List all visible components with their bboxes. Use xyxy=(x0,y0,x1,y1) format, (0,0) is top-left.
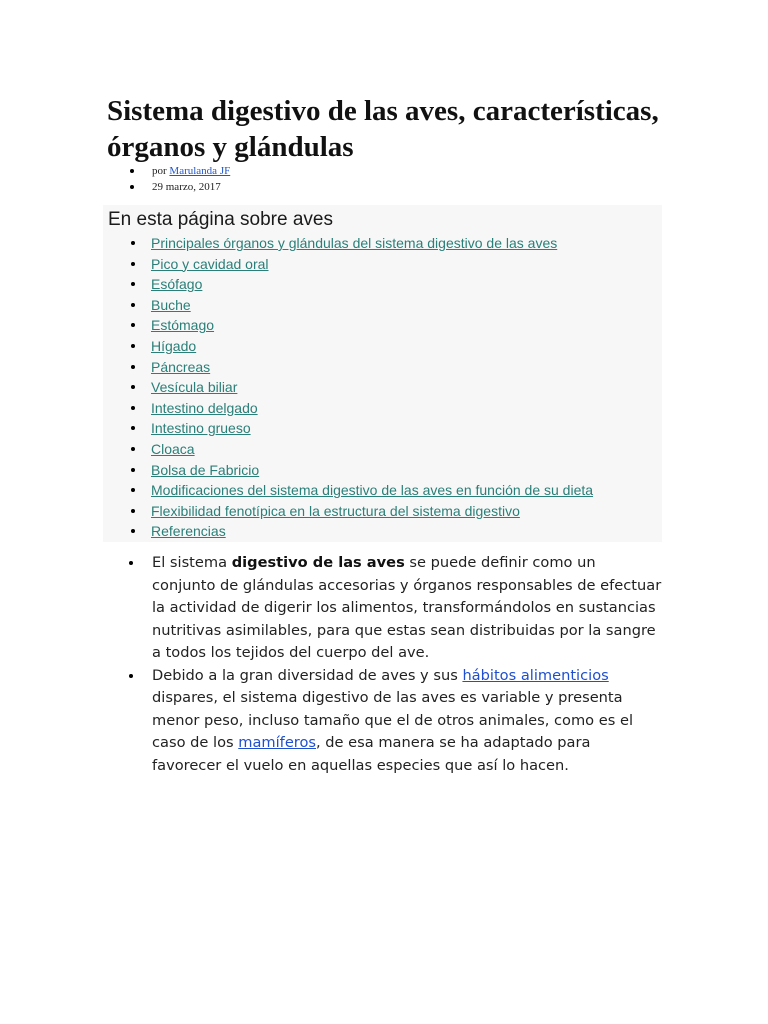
toc-item xyxy=(125,336,593,357)
toc-item xyxy=(125,418,593,439)
toc-link-bolsa-de-fabricio[interactable]: Bolsa de Fabricio xyxy=(151,461,260,478)
toc-item xyxy=(125,357,593,378)
toc-link-referencias[interactable]: Referencias xyxy=(151,523,226,540)
author-prefix: por xyxy=(152,165,170,177)
toc-item xyxy=(125,274,593,295)
toc-link-estomago[interactable]: Estómago xyxy=(151,317,215,334)
p2-text-middle: dispares, el sistema digestivo de las aves es variable y presenta menor peso, incluso tamaño que el de otros animales, como es el caso de los xyxy=(152,689,634,751)
toc-link-esofago[interactable]: Esófago xyxy=(151,276,203,293)
article-title: Sistema digestivo de las aves, características, órganos y glándulas xyxy=(107,95,659,163)
article-meta xyxy=(130,164,230,195)
article-body xyxy=(122,552,662,777)
toc-link-buche[interactable]: Buche xyxy=(151,296,191,313)
p1-bold-term: digestivo de las aves xyxy=(231,554,405,571)
toc-link-intestino-delgado[interactable]: Intestino delgado xyxy=(151,399,258,416)
body-paragraph-2 xyxy=(122,665,662,778)
mamiferos-link[interactable]: mamíferos xyxy=(238,734,317,751)
toc-link-modificaciones[interactable]: Modificaciones del sistema digestivo de las aves en función de su dieta xyxy=(151,482,594,499)
toc-link-pico[interactable]: Pico y cavidad oral xyxy=(151,255,269,272)
toc-link-vesicula-biliar[interactable]: Vesícula biliar xyxy=(151,379,238,396)
toc-item xyxy=(125,521,593,542)
p1-text-end: se puede definir como un conjunto de glándulas accesorias y órganos responsables de efectuar la actividad de digerir los alimentos, transformándolos en sustancias nutritivas asimilables, para que estas sean distribuidas por la sangre a todos los tejidos del cuerpo del ave. xyxy=(152,554,662,661)
author-link[interactable]: Marulanda JF xyxy=(169,165,231,177)
toc-item xyxy=(125,460,593,481)
toc-item xyxy=(125,377,593,398)
toc-link-higado[interactable]: Hígado xyxy=(151,337,197,354)
habitos-alimenticios-link[interactable]: hábitos alimenticios xyxy=(462,666,609,684)
toc-item xyxy=(125,398,593,419)
p2-text-start: Debido a la gran diversidad de aves y sus xyxy=(152,666,463,684)
body-paragraph-1 xyxy=(122,552,662,665)
toc-link-cloaca[interactable]: Cloaca xyxy=(151,440,195,457)
p1-text-start: El sistema xyxy=(152,554,232,571)
toc-heading: En esta página sobre aves xyxy=(108,209,333,230)
toc-item xyxy=(125,439,593,460)
author-line xyxy=(130,164,230,180)
toc-item xyxy=(125,501,593,522)
toc-item xyxy=(125,233,593,254)
toc-link-flexibilidad-fenotipica[interactable]: Flexibilidad fenotípica en la estructura del sistema digestivo xyxy=(151,502,520,519)
toc-item xyxy=(125,315,593,336)
toc-link-intestino-grueso[interactable]: Intestino grueso xyxy=(151,420,251,437)
toc-link-pancreas[interactable]: Páncreas xyxy=(151,358,211,375)
toc-link-principales-organos[interactable]: Principales órganos y glándulas del sistema digestivo de las aves xyxy=(151,235,558,251)
table-of-contents xyxy=(103,205,662,542)
publish-date: 29 marzo, 2017 xyxy=(130,180,230,196)
toc-item xyxy=(125,254,593,275)
toc-item xyxy=(125,480,593,501)
toc-list xyxy=(125,233,593,542)
p2-text-end: , de esa manera se ha adaptado para favorecer el vuelo en aquellas especies que así lo hacen. xyxy=(152,734,591,774)
toc-item xyxy=(125,295,593,316)
